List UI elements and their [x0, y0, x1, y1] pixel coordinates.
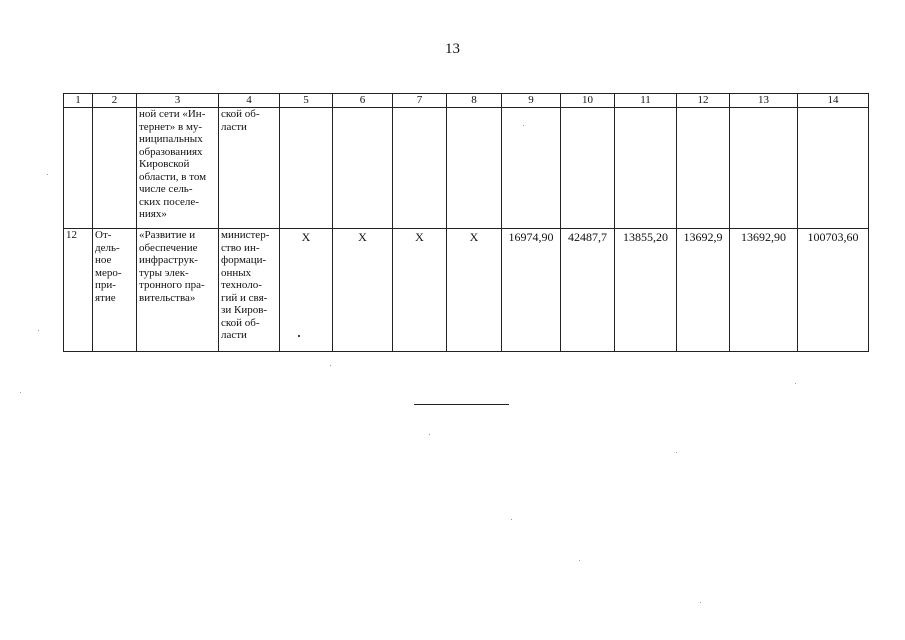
column-header: 4: [219, 94, 280, 108]
x-mark-cell: Х: [333, 229, 393, 352]
column-header: 14: [798, 94, 869, 108]
table-cell-event-name: [137, 229, 219, 352]
column-header: 1: [64, 94, 93, 108]
column-header: 7: [393, 94, 447, 108]
table-row-12: [64, 229, 869, 352]
table-cell: [730, 108, 798, 229]
event-name-text: «Развитие и обеспечение инфраструк- туры элек- тронного пра- вительства»: [139, 229, 205, 304]
x-mark-cell: Х: [393, 229, 447, 352]
scan-speck: [700, 602, 701, 603]
column-header: 12: [677, 94, 730, 108]
scan-speck: [511, 519, 512, 520]
table-cell: [333, 108, 393, 229]
column-header: 6: [333, 94, 393, 108]
scan-speck: [795, 383, 796, 384]
table-cell: [502, 108, 561, 229]
budget-table: [63, 93, 869, 352]
scan-speck: [20, 392, 21, 393]
executor-text: ской об- ласти: [221, 108, 260, 133]
scan-speck: [47, 174, 48, 175]
closing-rule: [414, 404, 509, 405]
table-cell: [93, 108, 137, 229]
table-cell-executor: [219, 229, 280, 352]
column-header: 2: [93, 94, 137, 108]
event-type-cell: [93, 229, 137, 352]
table-cell: [561, 108, 615, 229]
table-cell-executor: [219, 108, 280, 229]
table-row-continued: [64, 108, 869, 229]
table-cell: [798, 108, 869, 229]
row-number-cell: [64, 229, 93, 352]
table-cell: [677, 108, 730, 229]
table-header-row: [64, 94, 869, 108]
amount-total-cell: 100703,60: [798, 229, 869, 352]
column-header: 10: [561, 94, 615, 108]
column-header: 13: [730, 94, 798, 108]
page-number: 13: [445, 41, 460, 57]
column-header: 5: [280, 94, 333, 108]
amount-cell: 42487,7: [561, 229, 615, 352]
row-number: 12: [66, 229, 77, 241]
table-cell: [280, 108, 333, 229]
scan-speck: [330, 365, 331, 366]
scan-speck: [298, 335, 300, 337]
amount-cell: 16974,90: [502, 229, 561, 352]
amount-cell: 13855,20: [615, 229, 677, 352]
scan-speck: [579, 560, 580, 561]
executor-text: министер- ство ин- формаци- онных техноло- гий и свя- зи Киров- ской об- ласти: [221, 229, 270, 341]
x-mark-cell: Х: [447, 229, 502, 352]
table-cell: [447, 108, 502, 229]
table-cell-event-name: [137, 108, 219, 229]
amount-cell: 13692,90: [730, 229, 798, 352]
column-header: 9: [502, 94, 561, 108]
column-header: 11: [615, 94, 677, 108]
scan-speck: [38, 330, 39, 331]
event-name-text: ной сети «Ин- тернет» в му- ниципальных образованиях Кировской области, в том числе сель- ских поселе- ниях»: [139, 108, 207, 220]
x-mark-cell: Х: [280, 229, 333, 352]
table-cell: [615, 108, 677, 229]
table-cell: [64, 108, 93, 229]
column-header: 3: [137, 94, 219, 108]
amount-cell: 13692,9: [677, 229, 730, 352]
event-type-text: От- дель- ное меро- при- ятие: [95, 229, 122, 304]
scan-speck: [676, 452, 677, 453]
scan-speck: [429, 434, 430, 435]
scan-speck: [523, 125, 524, 126]
column-header: 8: [447, 94, 502, 108]
table-cell: [393, 108, 447, 229]
